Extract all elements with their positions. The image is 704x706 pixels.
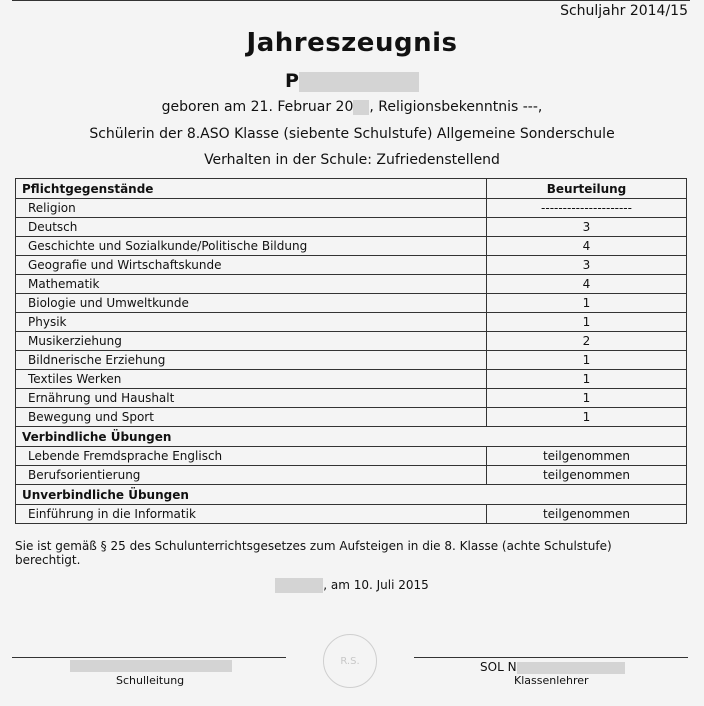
section-header: Unverbindliche Übungen	[16, 485, 687, 505]
birth-prefix: geboren am 21. Februar 20	[161, 99, 354, 115]
table-row	[16, 313, 687, 332]
grade-column-header: Beurteilung	[487, 179, 687, 199]
subject-cell: Bildnerische Erziehung	[16, 351, 487, 370]
signature-label-teacher: Klassenlehrer	[514, 674, 589, 687]
table-row	[16, 370, 687, 389]
table-row	[16, 447, 687, 466]
subject-cell: Physik	[16, 313, 487, 332]
date-text: , am 10. Juli 2015	[323, 578, 429, 592]
grade-cell: 3	[487, 218, 687, 237]
grade-cell: 1	[487, 389, 687, 408]
subject-cell: Biologie und Umweltkunde	[16, 294, 487, 313]
redacted-principal-name	[70, 660, 232, 672]
subject-cell: Deutsch	[16, 218, 487, 237]
subject-cell: Einführung in die Informatik	[16, 505, 487, 524]
subject-cell: Musikerziehung	[16, 332, 487, 351]
date-line	[0, 578, 704, 593]
section-header-row	[16, 427, 687, 447]
redacted-place	[275, 578, 323, 593]
table-row	[16, 199, 687, 218]
signature-line-left	[12, 657, 286, 658]
table-row	[16, 256, 687, 275]
table-row	[16, 218, 687, 237]
signature-line-right	[414, 657, 688, 658]
grade-cell: teilgenommen	[487, 447, 687, 466]
subject-cell: Lebende Fremdsprache Englisch	[16, 447, 487, 466]
grade-cell: 3	[487, 256, 687, 275]
section-header-row	[16, 485, 687, 505]
promotion-statement: Sie ist gemäß § 25 des Schulunterrichtsgesetzes zum Aufsteigen in die 8. Klasse (achte Schulstufe) berechtigt.	[15, 539, 612, 567]
grade-cell: 1	[487, 294, 687, 313]
section-header: Verbindliche Übungen	[16, 427, 687, 447]
table-row	[16, 275, 687, 294]
table-row	[16, 466, 687, 485]
subject-cell: Geografie und Wirtschaftskunde	[16, 256, 487, 275]
table-row	[16, 505, 687, 524]
redacted-name	[299, 72, 419, 92]
table-header-row	[16, 179, 687, 199]
redacted-teacher-name	[517, 662, 625, 674]
grade-cell: ---------------------	[487, 199, 687, 218]
subject-cell: Berufsorientierung	[16, 466, 487, 485]
document-title: Jahreszeugnis	[246, 28, 458, 58]
top-rule	[12, 0, 690, 1]
subject-column-header: Pflichtgegenstände	[16, 179, 487, 199]
table-row	[16, 408, 687, 427]
school-year: Schuljahr 2014/15	[560, 3, 688, 19]
table-row	[16, 332, 687, 351]
table-row	[16, 351, 687, 370]
subject-cell: Mathematik	[16, 275, 487, 294]
birth-suffix: , Religionsbekenntnis ---,	[369, 99, 543, 115]
subject-cell: Bewegung und Sport	[16, 408, 487, 427]
grade-cell: 2	[487, 332, 687, 351]
grade-cell: teilgenommen	[487, 466, 687, 485]
school-seal: R.S.	[323, 634, 377, 688]
class-line: Schülerin der 8.ASO Klasse (siebente Schulstufe) Allgemeine Sonderschule	[89, 126, 615, 142]
subject-cell: Textiles Werken	[16, 370, 487, 389]
grade-cell: 4	[487, 275, 687, 294]
grade-cell: 1	[487, 313, 687, 332]
signature-label-principal: Schulleitung	[116, 674, 185, 687]
grade-cell: 1	[487, 351, 687, 370]
student-name	[0, 70, 704, 92]
grade-cell: 4	[487, 237, 687, 256]
teacher-prefix	[480, 660, 625, 674]
grade-cell: 1	[487, 408, 687, 427]
table-row	[16, 294, 687, 313]
birth-line	[0, 99, 704, 115]
table-row	[16, 389, 687, 408]
table-row	[16, 237, 687, 256]
grades-table	[15, 178, 687, 524]
behavior-line: Verhalten in der Schule: Zufriedenstellend	[204, 152, 500, 168]
grade-cell: teilgenommen	[487, 505, 687, 524]
redacted-birth-year	[353, 100, 369, 115]
subject-cell: Religion	[16, 199, 487, 218]
subject-cell: Geschichte und Sozialkunde/Politische Bildung	[16, 237, 487, 256]
teacher-prefix-text: SOL N	[480, 660, 517, 674]
grade-cell: 1	[487, 370, 687, 389]
student-name-initial: P	[285, 70, 299, 92]
subject-cell: Ernährung und Haushalt	[16, 389, 487, 408]
